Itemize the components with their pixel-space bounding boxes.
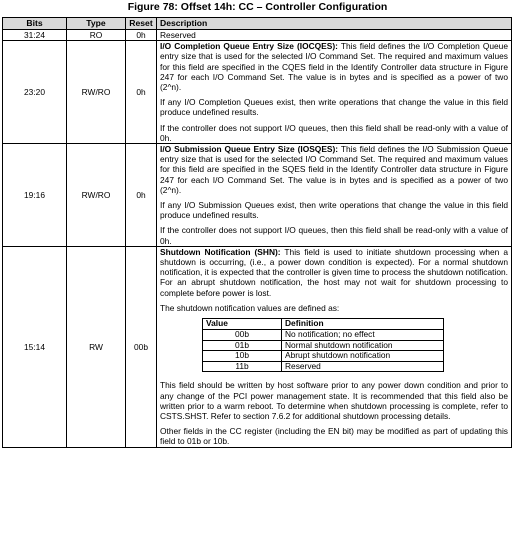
value-cell: 01b xyxy=(203,340,282,351)
bits-cell: 23:20 xyxy=(3,41,67,144)
description-paragraph: If any I/O Submission Queues exist, then write operations that change the value in this field produce undefined results. xyxy=(160,200,508,221)
description-paragraph xyxy=(160,41,508,92)
reset-cell: 0h xyxy=(126,30,157,41)
values-row xyxy=(203,351,444,362)
description-paragraph: If any I/O Completion Queues exist, then write operations that change the value in this field produce undefined results. xyxy=(160,97,508,118)
reset-cell: 00b xyxy=(126,246,157,447)
register-table xyxy=(2,17,512,448)
values-header-row xyxy=(203,319,444,330)
figure-title: Figure 78: Offset 14h: CC – Controller Configuration xyxy=(127,1,388,13)
description-paragraph: If the controller does not support I/O queues, then this field shall be read-only with a value of 0h. xyxy=(160,122,508,143)
field-name: I/O Completion Queue Entry Size (IOCQES): xyxy=(160,41,338,52)
value-cell: 10b xyxy=(203,351,282,362)
value-cell: 00b xyxy=(203,330,282,341)
description-cell xyxy=(157,246,512,447)
value-cell: 11b xyxy=(203,361,282,372)
description-text: This field defines the I/O Submission Queue entry size that is used for the selected I/O Command Set. The required and maximum values for this field are specified in the SQES field in the Identify Controller data structure in Figure 247 for each I/O Command Set. The value is in bytes and is specified as a power of two (2^n). xyxy=(160,144,508,195)
reset-cell: 0h xyxy=(126,41,157,144)
description-text: This field is used to initiate shutdown processing when a shutdown is occurring, (i.e., a power down condition is expected). For a normal shutdown notification, it is expected that the controller is given time to process the shutdown notification. For an abrupt shutdown notification, the host may not wait for shutdown processing to complete before power is lost. xyxy=(160,246,508,298)
type-header: Type xyxy=(67,18,126,30)
definition-cell: Abrupt shutdown notification xyxy=(282,351,444,362)
definition-cell: Normal shutdown notification xyxy=(282,340,444,351)
description-paragraph xyxy=(160,247,508,298)
table-row xyxy=(3,144,512,247)
values-row xyxy=(203,361,444,372)
field-name: I/O Submission Queue Entry Size (IOSQES): xyxy=(160,144,339,155)
description-cell: Reserved xyxy=(157,30,512,41)
values-row xyxy=(203,330,444,341)
bits-header: Bits xyxy=(3,18,67,30)
field-name: Shutdown Notification (SHN): xyxy=(160,246,281,257)
bits-cell: 31:24 xyxy=(3,30,67,41)
value-header: Value xyxy=(203,319,282,330)
header-row xyxy=(3,18,512,30)
type-cell: RW/RO xyxy=(67,144,126,247)
reset-header: Reset xyxy=(126,18,157,30)
description-text: This field defines the I/O Completion Queue entry size that is used for the selected I/O Command Set. The required and maximum values for this field are specified in the CQES field in the Identify Controller data structure in Figure 247 for each I/O Command Set. The value is in bytes and is specified as a power of two (2^n). xyxy=(160,41,508,93)
table-row xyxy=(3,246,512,447)
description-cell xyxy=(157,144,512,247)
definition-cell: Reserved xyxy=(282,361,444,372)
description-paragraph: This field should be written by host software prior to any power down condition and prior to any change of the PCI power management state. It is recommended that this field also be written prior to a warm reboot. To determine when shutdown processing is complete, refer to CSTS.SHST. Refer to section 7.6.2 for additional shutdown processing details. xyxy=(160,380,508,422)
type-cell: RO xyxy=(67,30,126,41)
definition-cell: No notification; no effect xyxy=(282,330,444,341)
description-paragraph: The shutdown notification values are defined as: xyxy=(160,302,340,313)
values-row xyxy=(203,340,444,351)
type-cell: RW xyxy=(67,246,126,447)
table-row xyxy=(3,41,512,144)
type-cell: RW/RO xyxy=(67,41,126,144)
description-paragraph xyxy=(160,144,508,195)
description-cell xyxy=(157,41,512,144)
bits-cell: 19:16 xyxy=(3,144,67,247)
bits-cell: 15:14 xyxy=(3,246,67,447)
description-paragraph: If the controller does not support I/O queues, then this field shall be read-only with a value of 0h. xyxy=(160,225,508,246)
description-header: Description xyxy=(157,18,512,30)
shutdown-values-table xyxy=(202,318,444,372)
definition-header: Definition xyxy=(282,319,444,330)
reset-cell: 0h xyxy=(126,144,157,247)
description-paragraph: Other fields in the CC register (including the EN bit) may be modified as part of updating this field to 01b or 10b. xyxy=(160,426,508,447)
table-row xyxy=(3,30,512,41)
